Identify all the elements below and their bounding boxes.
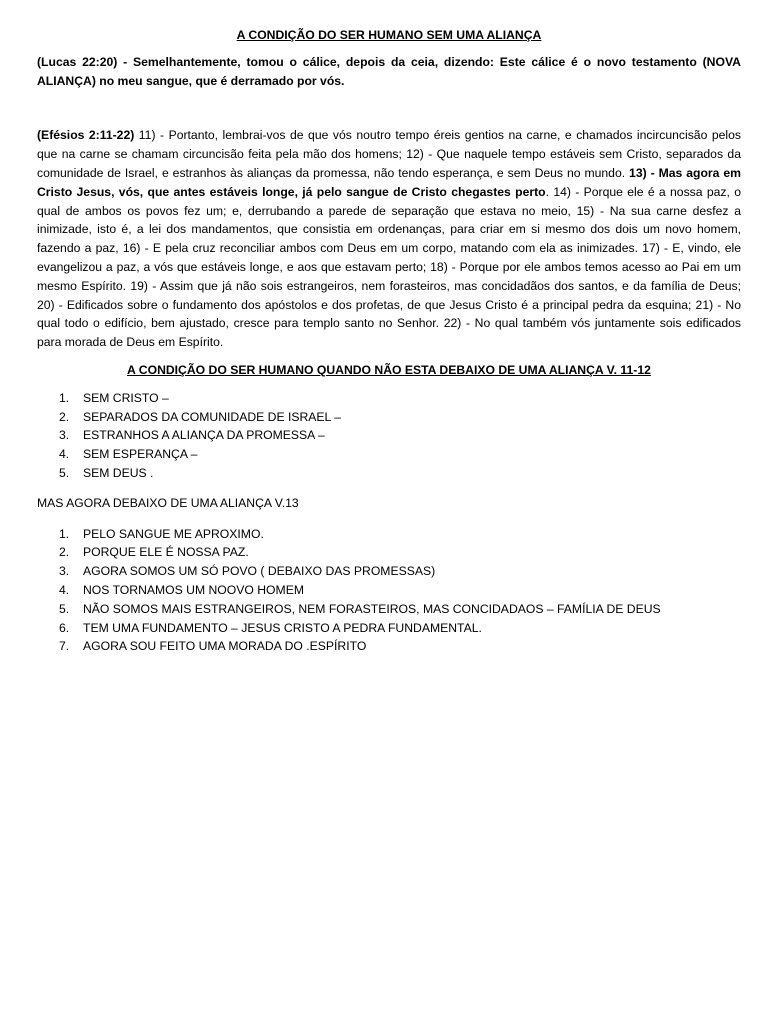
list-number: 4. [59, 447, 70, 462]
list-number: 2. [59, 545, 70, 560]
list-number: 5. [59, 465, 70, 480]
list-number: 3. [59, 564, 70, 579]
ephesians-passage [37, 126, 741, 352]
list-item [37, 637, 741, 656]
document-title: A CONDIÇÃO DO SER HUMANO SEM UMA ALIANÇA [236, 28, 542, 42]
list-text: SEM CRISTO – [83, 390, 169, 405]
list-number: 5. [59, 601, 70, 616]
list-number: 1. [59, 390, 70, 405]
list-text: PORQUE ELE É NOSSA PAZ. [83, 545, 249, 560]
ephesians-text-part2: . 14) - Porque ele é a nossa paz, o qual de ambos os povos fez um; e, derrubando a parede de separação que estava no meio, 15) - Na sua carne desfez a inimizade, isto é, a lei dos mandamentos, que consistia em ordenanças, para criar em si mesmo dos dois um novo homem, fazendo a paz, 16) - E pela cruz reconciliar ambos com Deus em um corpo, matando com ela as inimizades. 17) - E, vindo, ele evangelizou a paz, a vós que estáveis longe, e aos que estavam perto; 18) - Porque por ele ambos temos acesso ao Pai em um mesmo Espírito. 19) - Assim que já não sois estrangeiros, nem forasteiros, mas concidadãos dos santos, e da família de Deus; 20) - Edificados sobre o fundamento dos apóstolos e dos profetas, de que Jesus Cristo é a principal pedra da esquina; 21) - No qual todo o edifício, bem ajustado, cresce para templo santo no Senhor. 22) - No qual também vós juntamente sois edificados para morada de Deus em Espírito. [37, 184, 741, 350]
ephesians-text-part1: 11) - Portanto, lembrai-vos de que vós noutro tempo éreis gentios na carne, e chamados incircuncisão pelos que na carne se chamam circuncisão feita pela mão dos homens; 12) - Que naquele tempo estáveis sem Cristo, separados da comunidade de Israel, e estranhos às alianças da promessa, não tendo esperança, e sem Deus no mundo. [37, 128, 741, 180]
list-number: 1. [59, 526, 70, 541]
list-item [37, 543, 741, 562]
list-number: 3. [59, 428, 70, 443]
section2-list [37, 525, 741, 657]
list-item [37, 426, 741, 445]
list-text: NOS TORNAMOS UM NOOVO HOMEM [83, 582, 304, 597]
list-text: SEM DEUS . [83, 465, 154, 480]
document-page [37, 26, 741, 656]
ephesians-reference: (Efésios 2:11-22) [37, 128, 135, 143]
list-item [37, 619, 741, 638]
list-item [37, 408, 741, 427]
ephesians-verse-13: 13) - Mas agora em Cristo Jesus, vós, que antes estáveis longe, já pelo sangue de Cristo chegastes perto [37, 165, 741, 199]
list-item [37, 581, 741, 600]
list-item [37, 389, 741, 408]
section2-heading: MAS AGORA DEBAIXO DE UMA ALIANÇA V.13 [37, 495, 299, 510]
list-text: NÃO SOMOS MAIS ESTRANGEIROS, NEM FORASTEIROS, MAS CONCIDADAOS – FAMÍLIA DE DEUS [83, 601, 661, 616]
list-text: AGORA SOU FEITO UMA MORADA DO .ESPÍRITO [83, 639, 367, 654]
list-text: SEPARADOS DA COMUNIDADE DE ISRAEL – [83, 409, 342, 424]
list-text: AGORA SOMOS UM SÓ POVO ( DEBAIXO DAS PROMESSAS) [83, 564, 436, 579]
section1-list [37, 389, 741, 483]
list-number: 7. [59, 639, 70, 654]
spacer [37, 90, 741, 126]
list-number: 6. [59, 620, 70, 635]
list-text: TEM UMA FUNDAMENTO – JESUS CRISTO A PEDRA FUNDAMENTAL. [83, 620, 482, 635]
list-text: SEM ESPERANÇA – [83, 447, 198, 462]
list-text: ESTRANHOS A ALIANÇA DA PROMESSA – [83, 428, 325, 443]
list-item [37, 600, 741, 619]
list-item [37, 445, 741, 464]
list-item [37, 464, 741, 483]
luke-verse: (Lucas 22:20) - Semelhantemente, tomou o cálice, depois da ceia, dizendo: Este cálice é o novo testamento (NOVA ALIANÇA) no meu sangue, que é derramado por vós. [37, 54, 741, 88]
section1-heading: A CONDIÇÃO DO SER HUMANO QUANDO NÃO ESTA DEBAIXO DE UMA ALIANÇA V. 11-12 [127, 362, 651, 377]
list-item [37, 525, 741, 544]
list-text: PELO SANGUE ME APROXIMO. [83, 526, 264, 541]
list-number: 2. [59, 409, 70, 424]
list-number: 4. [59, 582, 70, 597]
list-item [37, 562, 741, 581]
